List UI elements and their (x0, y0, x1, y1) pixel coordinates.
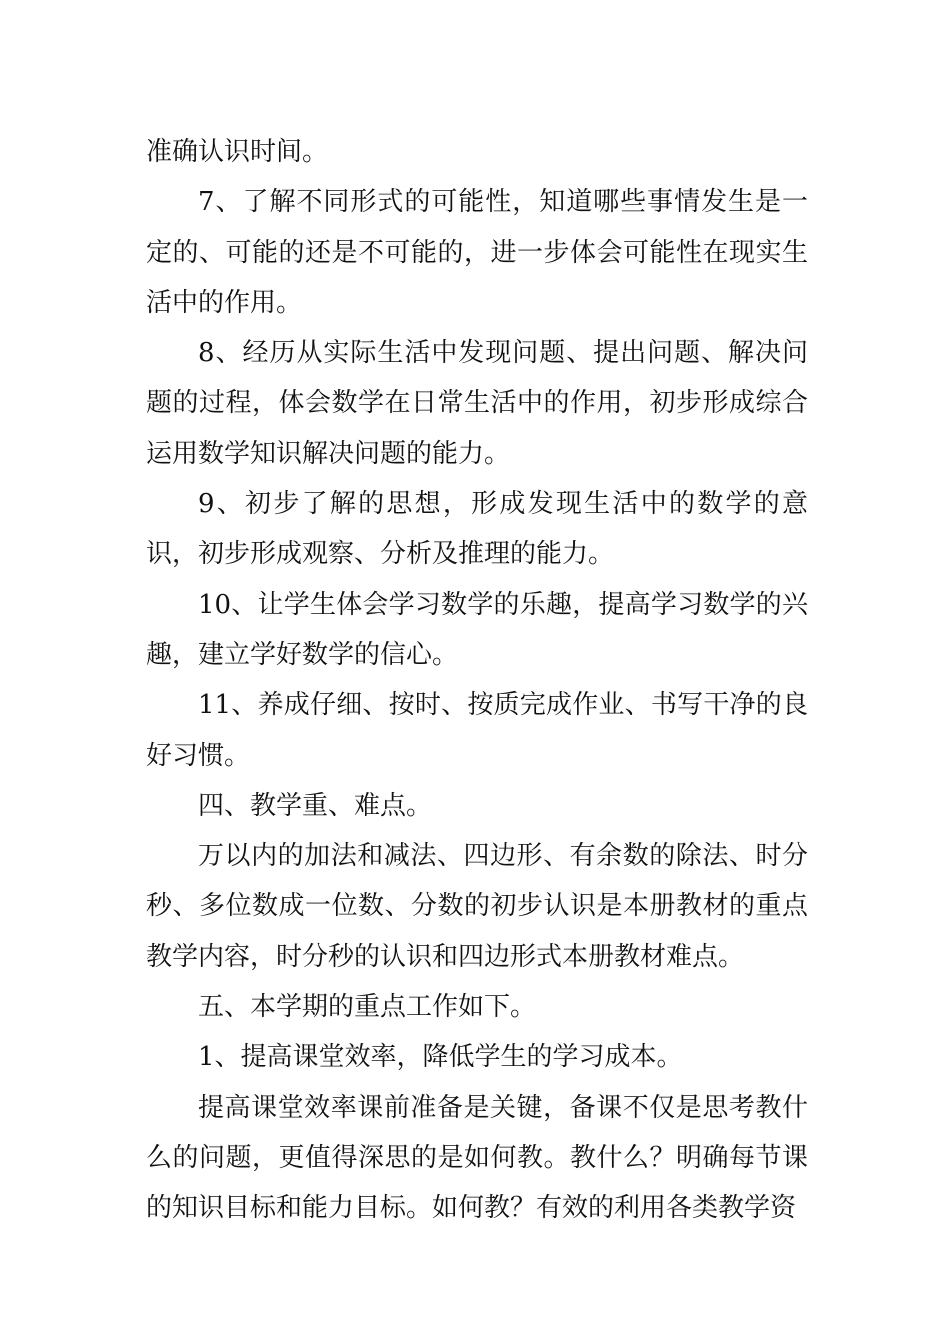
paragraph-continuation: 准确认识时间。 (146, 137, 329, 167)
paragraph-item-9: 9、初步了解的思想，形成发现生活中的数学的意识，初步形成观察、分析及推理的能力。 (146, 489, 808, 570)
paragraph-item-8: 8、经历从实际生活中发现问题、提出问题、解决问题的过程，体会数学在日常生活中的作用，初步形成综合运用数学知识解决问题的能力。 (146, 338, 808, 469)
document-body (146, 127, 808, 1234)
paragraph-key-points: 万以内的加法和减法、四边形、有余数的除法、时分秒、多位数成一位数、分数的初步认识是本册教材的重点教学内容，时分秒的认识和四边形式本册教材难点。 (146, 841, 808, 972)
paragraph-item-11: 11、养成仔细、按时、按质完成作业、书写干净的良好习惯。 (146, 690, 808, 771)
subheading-1: 1、提高课堂效率，降低学生的学习成本。 (198, 1042, 683, 1073)
paragraph-item-7: 7、了解不同形式的可能性，知道哪些事情发生是一定的、可能的还是不可能的，进一步体会可能性在现实生活中的作用。 (146, 187, 808, 318)
paragraph-item-10: 10、让学生体会学习数学的乐趣，提高学习数学的兴趣，建立学好数学的信心。 (146, 589, 808, 670)
section-heading-5: 五、本学期的重点工作如下。 (198, 992, 537, 1023)
section-heading-4: 四、教学重、难点。 (198, 790, 433, 821)
paragraph-classroom-efficiency: 提高课堂效率课前准备是关键，备课不仅是思考教什么的问题，更值得深思的是如何教。教什么？明确每节课的知识目标和能力目标。如何教？有效的利用各类教学资 (146, 1092, 808, 1224)
